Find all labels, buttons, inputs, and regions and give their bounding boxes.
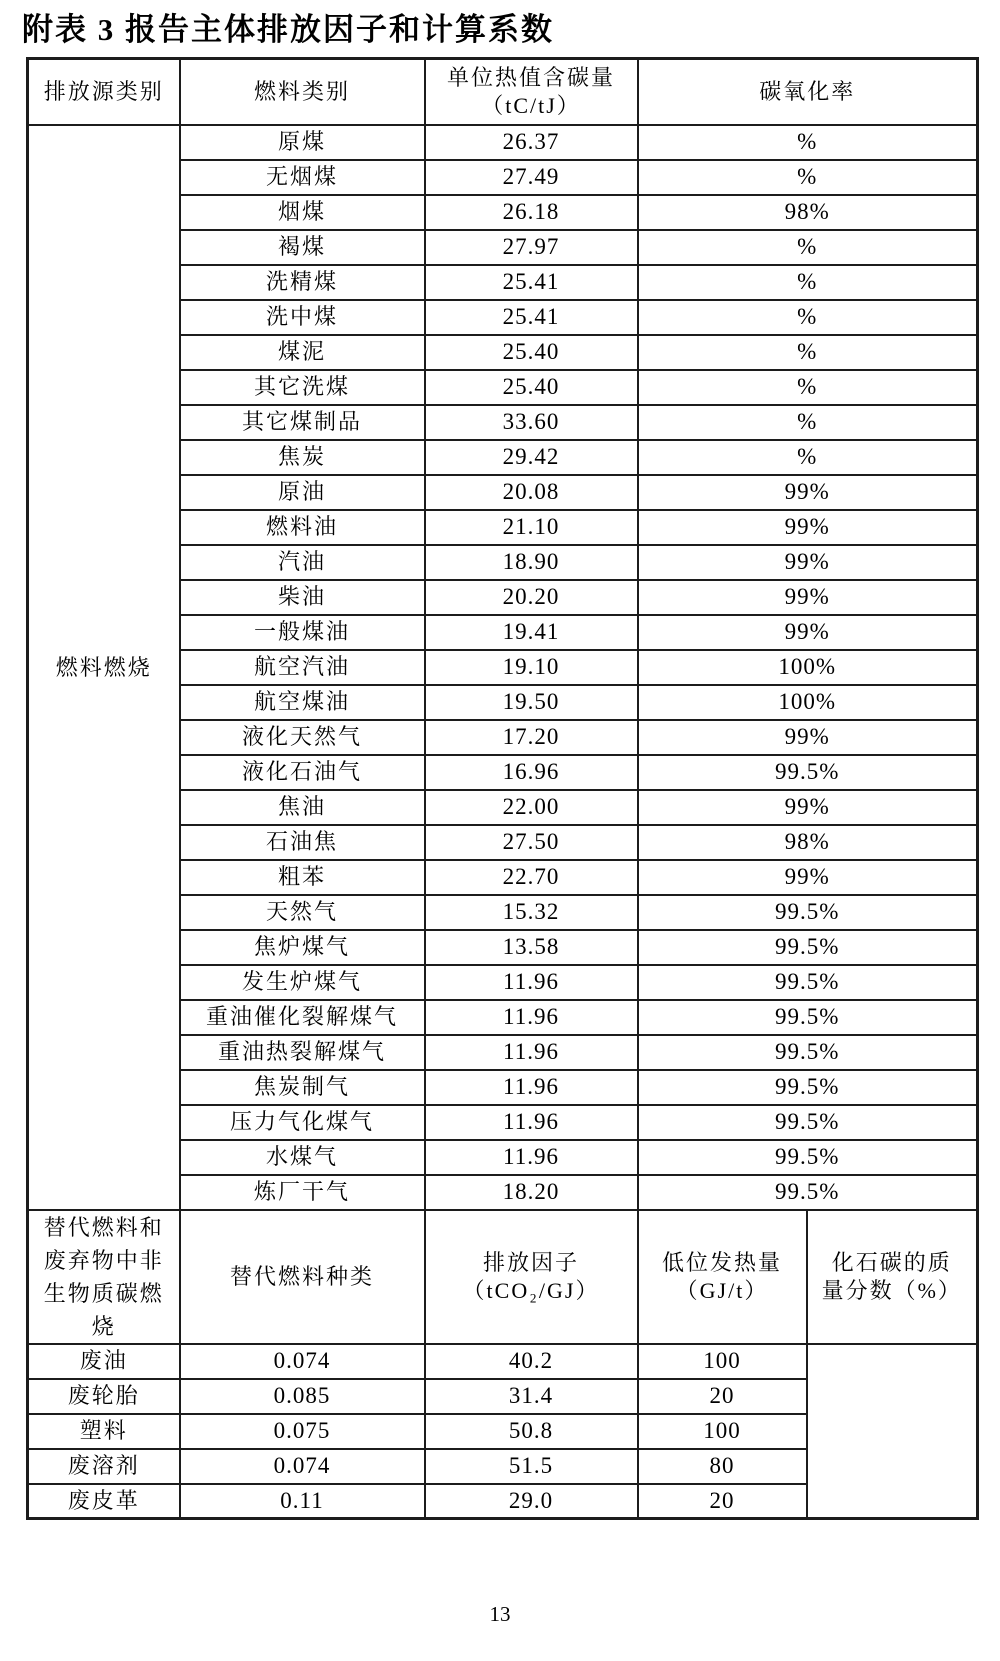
header-lower-heating-value xyxy=(638,1210,807,1344)
section2-label-line2: 废弃物中非 xyxy=(43,1247,164,1273)
fuel-name-cell: 压力气化煤气 xyxy=(180,1105,425,1140)
oxidation-rate-cell: 99.5% xyxy=(638,930,978,965)
carbon-content-cell: 29.42 xyxy=(425,440,638,475)
fuel-name-cell: 液化石油气 xyxy=(180,755,425,790)
fuel-name-cell: 洗精煤 xyxy=(180,265,425,300)
alt-fuel-row xyxy=(28,1414,978,1449)
emission-factor-cell: 0.074 xyxy=(180,1344,425,1379)
carbon-content-cell: 17.20 xyxy=(425,720,638,755)
emission-factors-table xyxy=(26,57,979,1520)
fuel-row xyxy=(28,125,978,160)
oxidation-rate-cell: 99.5% xyxy=(638,1140,978,1175)
carbon-content-cell: 13.58 xyxy=(425,930,638,965)
fuel-name-cell: 燃料油 xyxy=(180,510,425,545)
oxidation-rate-cell: % xyxy=(638,300,978,335)
oxidation-rate-cell: 98% xyxy=(638,195,978,230)
carbon-content-cell: 19.50 xyxy=(425,685,638,720)
fuel-name-cell: 水煤气 xyxy=(180,1140,425,1175)
fuel-name-cell: 柴油 xyxy=(180,580,425,615)
fuel-name-cell: 焦炭 xyxy=(180,440,425,475)
header-carbon-content xyxy=(425,59,638,125)
section2-source-label xyxy=(28,1210,180,1344)
heating-value-cell: 51.5 xyxy=(425,1449,638,1484)
header-carbon-content-line1: 单位热值含碳量 xyxy=(446,65,615,91)
header-carbon-content-unit: （tC/tJ） xyxy=(481,92,581,118)
alt-fuel-name-cell: 废皮革 xyxy=(28,1484,180,1519)
header-lower-heating-value-unit: （GJ/t） xyxy=(675,1277,769,1303)
section2-label-line4: 烧 xyxy=(91,1313,116,1339)
oxidation-rate-cell: 99% xyxy=(638,720,978,755)
carbon-content-cell: 11.96 xyxy=(425,965,638,1000)
section2-label-line1: 替代燃料和 xyxy=(43,1214,164,1240)
header-fossil-carbon-fraction-line2: 量分数（%） xyxy=(821,1277,962,1303)
alt-fuel-name-cell: 塑料 xyxy=(28,1414,180,1449)
oxidation-rate-cell: 99.5% xyxy=(638,1105,978,1140)
header-emission-factor-line1: 排放因子 xyxy=(482,1250,579,1275)
carbon-content-cell: 11.96 xyxy=(425,1070,638,1105)
fuel-name-cell: 航空汽油 xyxy=(180,650,425,685)
oxidation-rate-cell: % xyxy=(638,335,978,370)
oxidation-rate-cell: % xyxy=(638,160,978,195)
fuel-combustion-rows xyxy=(28,125,978,1210)
fuel-name-cell: 重油热裂解煤气 xyxy=(180,1035,425,1070)
oxidation-rate-cell: % xyxy=(638,405,978,440)
fuel-name-cell: 原油 xyxy=(180,475,425,510)
fuel-name-cell: 汽油 xyxy=(180,545,425,580)
carbon-content-cell: 25.40 xyxy=(425,335,638,370)
fuel-name-cell: 其它煤制品 xyxy=(180,405,425,440)
fuel-name-cell: 焦油 xyxy=(180,790,425,825)
oxidation-rate-cell: 99.5% xyxy=(638,1035,978,1070)
alt-fuel-name-cell: 废轮胎 xyxy=(28,1379,180,1414)
header-carbon-oxidation-rate: 碳氧化率 xyxy=(638,59,978,125)
fuel-name-cell: 石油焦 xyxy=(180,825,425,860)
oxidation-rate-cell: 99% xyxy=(638,580,978,615)
carbon-content-cell: 15.32 xyxy=(425,895,638,930)
fuel-name-cell: 无烟煤 xyxy=(180,160,425,195)
oxidation-rate-cell: % xyxy=(638,230,978,265)
fuel-name-cell: 原煤 xyxy=(180,125,425,160)
oxidation-rate-cell: 99% xyxy=(638,510,978,545)
heating-value-cell: 50.8 xyxy=(425,1414,638,1449)
heating-value-cell: 29.0 xyxy=(425,1484,638,1519)
carbon-content-cell: 16.96 xyxy=(425,755,638,790)
fuel-name-cell: 焦炉煤气 xyxy=(180,930,425,965)
oxidation-rate-cell: 99.5% xyxy=(638,1000,978,1035)
fuel-name-cell: 烟煤 xyxy=(180,195,425,230)
carbon-content-cell: 22.70 xyxy=(425,860,638,895)
fuel-name-cell: 发生炉煤气 xyxy=(180,965,425,1000)
page-title: 附表 3 报告主体排放因子和计算系数 xyxy=(22,12,554,47)
carbon-content-cell: 25.41 xyxy=(425,265,638,300)
oxidation-rate-cell: 99.5% xyxy=(638,1175,978,1210)
oxidation-rate-cell: 99.5% xyxy=(638,1070,978,1105)
header-lower-heating-value-line1: 低位发热量 xyxy=(661,1250,782,1275)
carbon-content-cell: 19.10 xyxy=(425,650,638,685)
carbon-content-cell: 11.96 xyxy=(425,1140,638,1175)
carbon-content-cell: 21.10 xyxy=(425,510,638,545)
oxidation-rate-cell: 99% xyxy=(638,790,978,825)
oxidation-rate-cell: 99.5% xyxy=(638,755,978,790)
carbon-content-cell: 11.96 xyxy=(425,1105,638,1140)
alt-fuel-header-row xyxy=(28,1210,978,1344)
oxidation-rate-cell: % xyxy=(638,125,978,160)
carbon-content-cell: 27.49 xyxy=(425,160,638,195)
oxidation-rate-cell: 99% xyxy=(638,545,978,580)
header-emission-source-category: 排放源类别 xyxy=(28,59,180,125)
section2-header xyxy=(28,1210,978,1344)
alt-fuel-name-cell: 废油 xyxy=(28,1344,180,1379)
emission-factor-cell: 0.074 xyxy=(180,1449,425,1484)
fuel-name-cell: 航空煤油 xyxy=(180,685,425,720)
fuel-name-cell: 其它洗煤 xyxy=(180,370,425,405)
carbon-content-cell: 11.96 xyxy=(425,1035,638,1070)
emission-factor-cell: 0.075 xyxy=(180,1414,425,1449)
emission-factor-cell: 0.11 xyxy=(180,1484,425,1519)
oxidation-rate-cell: 100% xyxy=(638,650,978,685)
heating-value-cell: 31.4 xyxy=(425,1379,638,1414)
oxidation-rate-cell: % xyxy=(638,440,978,475)
oxidation-rate-cell: 99.5% xyxy=(638,965,978,1000)
alt-fuel-row xyxy=(28,1449,978,1484)
carbon-content-cell: 11.96 xyxy=(425,1000,638,1035)
fossil-fraction-cell: 20 xyxy=(638,1379,807,1414)
oxidation-rate-cell: 99% xyxy=(638,475,978,510)
carbon-content-cell: 26.37 xyxy=(425,125,638,160)
fuel-name-cell: 煤泥 xyxy=(180,335,425,370)
header-fuel-category: 燃料类别 xyxy=(180,59,425,125)
fuel-name-cell: 洗中煤 xyxy=(180,300,425,335)
header-fossil-carbon-fraction xyxy=(807,1210,978,1344)
carbon-content-cell: 25.40 xyxy=(425,370,638,405)
carbon-content-cell: 33.60 xyxy=(425,405,638,440)
header-emission-factor-unit: （tCO₂/GJ） xyxy=(462,1277,600,1303)
alternative-fuel-rows xyxy=(28,1344,978,1519)
carbon-content-cell: 27.97 xyxy=(425,230,638,265)
section2-label-line3: 生物质碳燃 xyxy=(43,1280,164,1306)
fuel-name-cell: 重油催化裂解煤气 xyxy=(180,1000,425,1035)
oxidation-rate-cell: 99% xyxy=(638,615,978,650)
page-number: 13 xyxy=(489,1602,511,1626)
section1-header xyxy=(28,59,978,125)
fossil-fraction-cell: 100 xyxy=(638,1414,807,1449)
header-emission-factor xyxy=(425,1210,638,1344)
emission-factor-cell: 0.085 xyxy=(180,1379,425,1414)
fuel-name-cell: 褐煤 xyxy=(180,230,425,265)
carbon-content-cell: 20.20 xyxy=(425,580,638,615)
alt-fuel-name-cell: 废溶剂 xyxy=(28,1449,180,1484)
header-alt-fuel-type: 替代燃料种类 xyxy=(180,1210,425,1344)
carbon-content-cell: 19.41 xyxy=(425,615,638,650)
fuel-name-cell: 焦炭制气 xyxy=(180,1070,425,1105)
carbon-content-cell: 18.90 xyxy=(425,545,638,580)
fuel-name-cell: 炼厂干气 xyxy=(180,1175,425,1210)
oxidation-rate-cell: 99.5% xyxy=(638,895,978,930)
fuel-name-cell: 一般煤油 xyxy=(180,615,425,650)
fossil-fraction-cell: 80 xyxy=(638,1449,807,1484)
carbon-content-cell: 25.41 xyxy=(425,300,638,335)
carbon-content-cell: 20.08 xyxy=(425,475,638,510)
oxidation-rate-cell: 100% xyxy=(638,685,978,720)
section1-source-label: 燃料燃烧 xyxy=(28,125,180,1210)
fossil-fraction-cell: 20 xyxy=(638,1484,807,1519)
fuel-name-cell: 粗苯 xyxy=(180,860,425,895)
header-fossil-carbon-fraction-line1: 化石碳的质 xyxy=(831,1250,952,1275)
carbon-content-cell: 26.18 xyxy=(425,195,638,230)
carbon-content-cell: 18.20 xyxy=(425,1175,638,1210)
table-header-row xyxy=(28,59,978,125)
alt-fuel-row xyxy=(28,1344,978,1379)
oxidation-rate-cell: % xyxy=(638,265,978,300)
alt-fuel-row xyxy=(28,1379,978,1414)
fossil-fraction-cell: 100 xyxy=(638,1344,807,1379)
oxidation-rate-cell: % xyxy=(638,370,978,405)
carbon-content-cell: 22.00 xyxy=(425,790,638,825)
alt-fuel-row xyxy=(28,1484,978,1519)
fuel-name-cell: 天然气 xyxy=(180,895,425,930)
fuel-name-cell: 液化天然气 xyxy=(180,720,425,755)
heating-value-cell: 40.2 xyxy=(425,1344,638,1379)
carbon-content-cell: 27.50 xyxy=(425,825,638,860)
oxidation-rate-cell: 99% xyxy=(638,860,978,895)
oxidation-rate-cell: 98% xyxy=(638,825,978,860)
